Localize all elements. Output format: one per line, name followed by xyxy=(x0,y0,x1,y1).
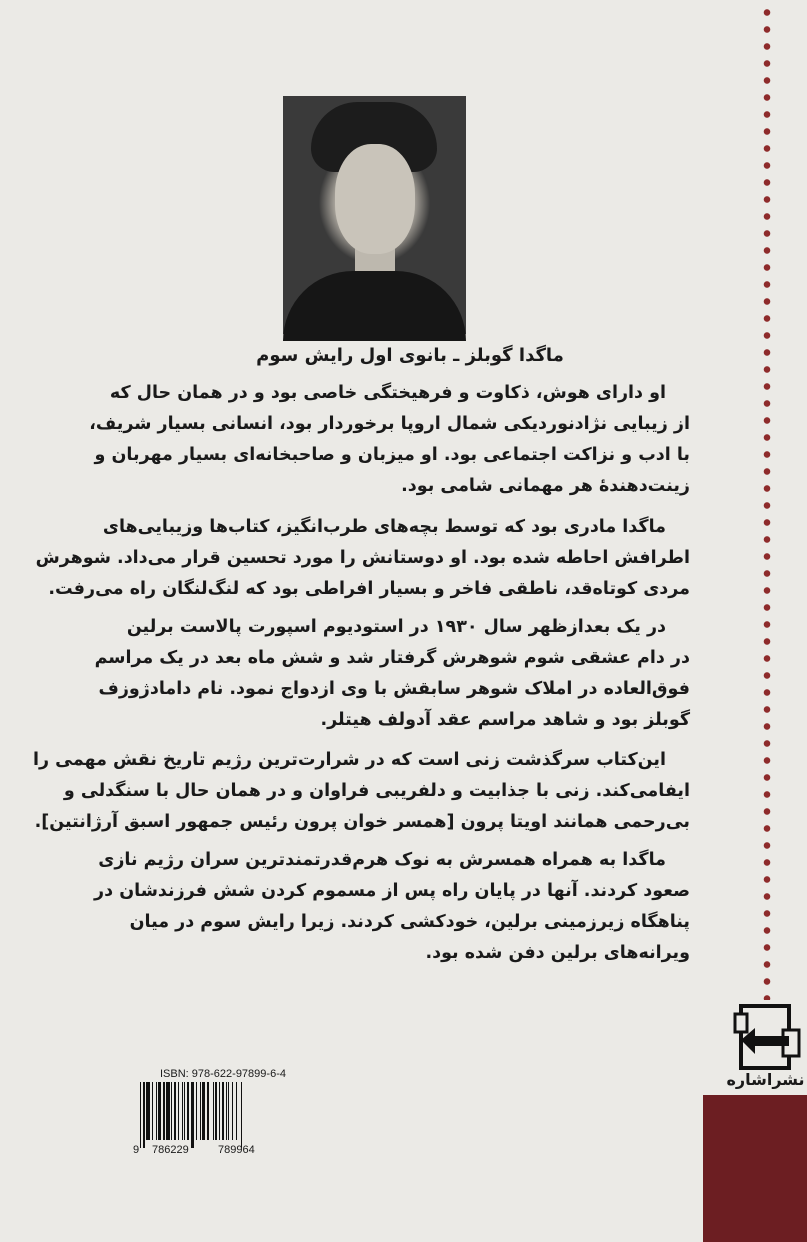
text-line: بی‌رحمی همانند اویتا پرون [همسر خوان پرون رئیس جمهور اسبق آرژانتین]. xyxy=(34,812,690,832)
paragraph xyxy=(35,512,690,605)
publisher-name: نشراشاره xyxy=(726,1070,805,1089)
text-line: مردی کوتاه‌قد، ناطقی فاخر و بسیار افراطی بود که لنگ‌لنگان راه می‌رفت. xyxy=(48,579,690,599)
text-line: ماگدا مادری بود که توسط بچه‌های طرب‌انگیز، کتاب‌ها وزیبایی‌های xyxy=(102,517,666,537)
barcode-digit-first: 9 xyxy=(133,1144,140,1156)
text-line: از زیبایی نژادنوردیکی شمال اروپا برخوردار بود، انسانی بسیار شریف، xyxy=(89,414,690,434)
paragraph xyxy=(32,745,690,838)
text-line: با ادب و نزاکت اجتماعی بود. او میزبان و صاحبخانه‌ای بسیار مهربان و xyxy=(94,445,690,465)
barcode-digits-right: 789964 xyxy=(218,1144,255,1156)
portrait-face xyxy=(335,144,415,254)
isbn-label: ISBN: 978-622-97899-6-4 xyxy=(160,1068,286,1080)
barcode xyxy=(140,1082,275,1144)
portrait-body xyxy=(283,271,466,341)
text-line: در دام عشقی شوم شوهرش گرفتار شد و شش ماه بعد در یک مراسم xyxy=(94,648,690,668)
text-line: صعود کردند. آنها در پایان راه پس از مسموم کردن شش فرزندشان در xyxy=(94,881,690,901)
text-line: ایفامی‌کند. زنی با جذابیت و دلفریبی فراوان و در همان حال با سنگدلی و xyxy=(63,781,690,801)
text-line: او دارای هوش، ذکاوت و فرهیختگی خاصی بود و در همان حال که xyxy=(109,383,666,403)
barcode-bar xyxy=(242,1082,243,1148)
text-line: ماگدا به همراه همسرش به نوک هرم‌قدرتمندترین سران رژیم نازی xyxy=(98,850,666,870)
text-line: در یک بعدازظهر سال ۱۹۳۰ در استودیوم اسپورت پالاست برلین xyxy=(126,617,666,637)
text-line: ویرانه‌های برلین دفن شده بود. xyxy=(425,943,690,963)
text-line: این‌کتاب سرگذشت زنی است که در شرارت‌ترین رژیم تاریخ نقش مهمی را xyxy=(32,750,666,770)
text-line: اطرافش احاطه شده بود. او دوستانش را مورد تحسین قرار می‌داد. شوهرش xyxy=(35,548,690,568)
text-line: گوبلز بود و شاهد مراسم عقد آدولف هیتلر. xyxy=(320,710,690,730)
paragraph xyxy=(89,378,690,502)
text-line: پناهگاه زیرزمینی برلین، خودکشی کردند. زیرا رایش سوم در میان xyxy=(129,912,690,932)
dotted-border xyxy=(763,0,771,1000)
text-line: زینت‌دهندهٔ هر مهمانی شامی بود. xyxy=(401,476,690,496)
accent-block xyxy=(703,1095,807,1242)
author-portrait-photo xyxy=(283,96,466,334)
publisher-logo-icon xyxy=(733,1000,803,1080)
paragraph xyxy=(94,845,690,969)
text-line: فوق‌العاده در املاک شوهر سابقش با وی ازدواج نمود. نام دامادژوزف xyxy=(98,679,690,699)
cover-title: ماگدا گوبلز ـ بانوی اول رایش سوم xyxy=(256,345,564,366)
barcode-digits-left: 786229 xyxy=(152,1144,189,1156)
paragraph xyxy=(94,612,690,736)
